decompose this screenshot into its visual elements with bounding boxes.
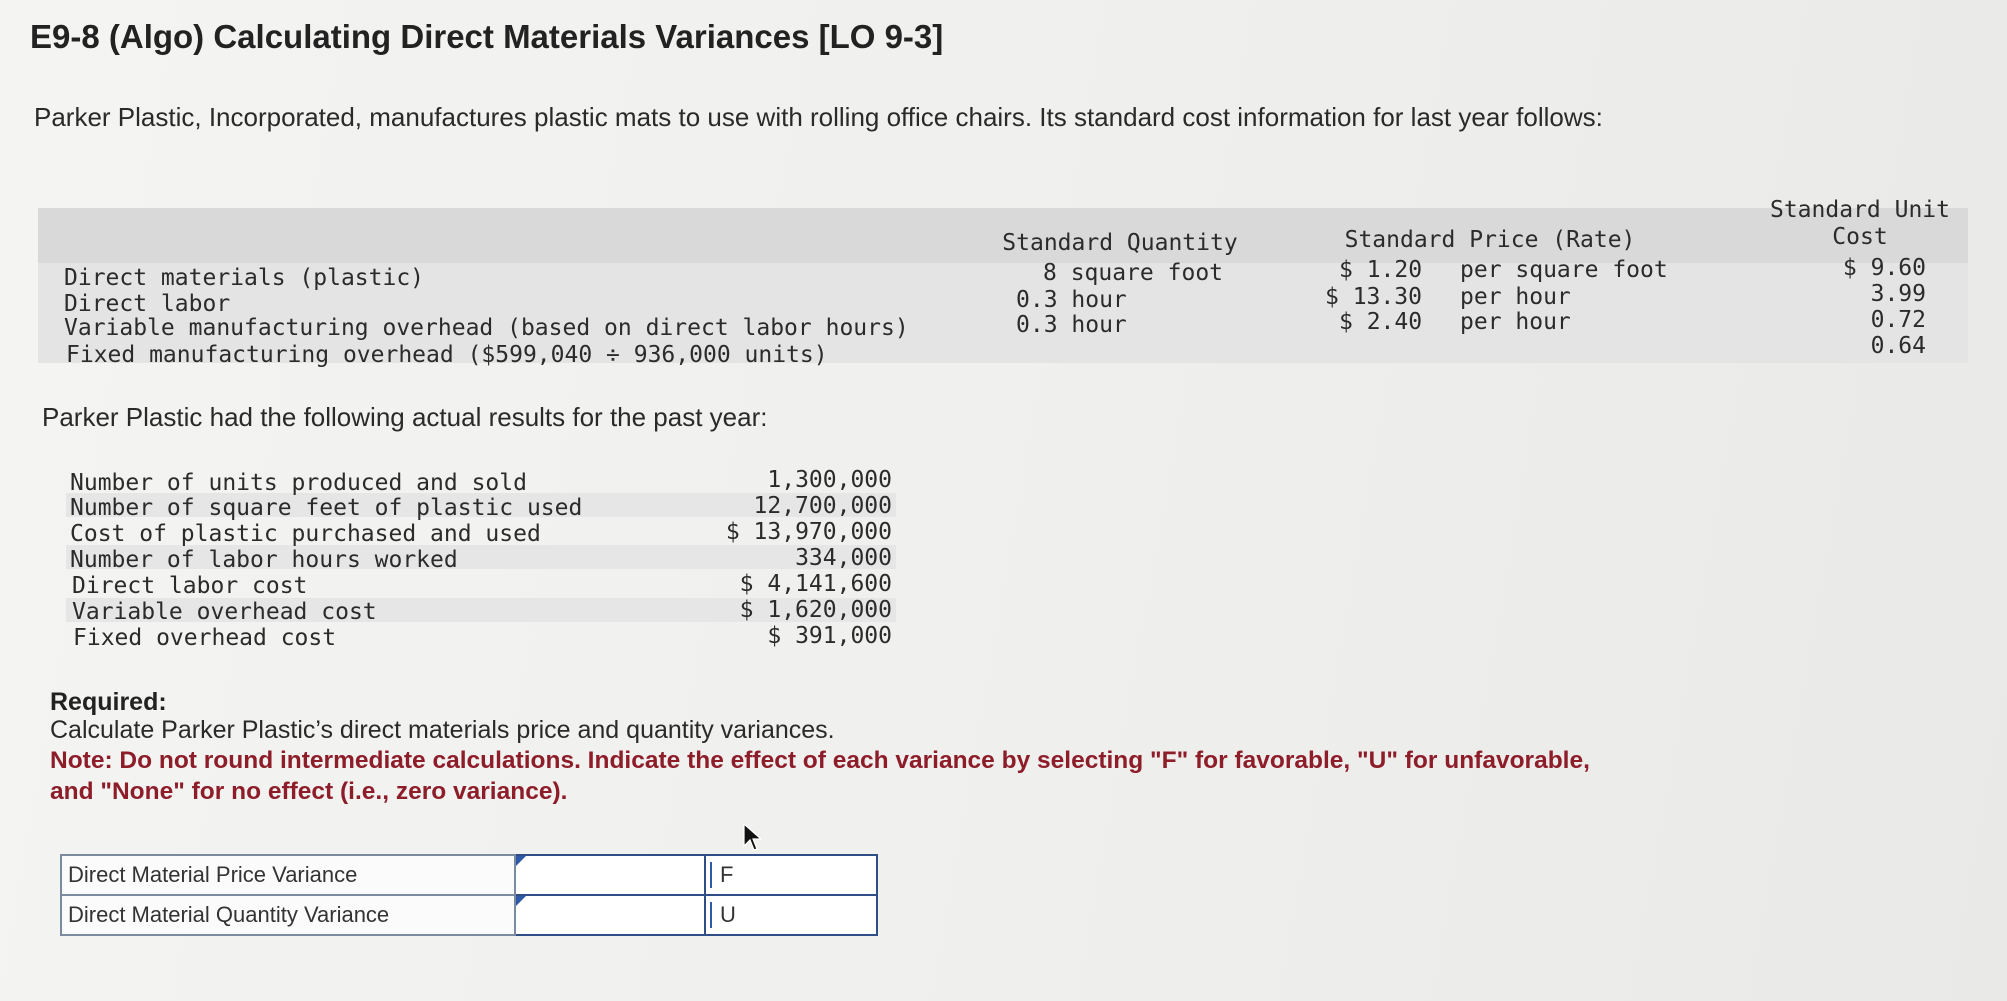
actual-value: $ 13,970,000	[725, 519, 892, 545]
actual-label: Variable overhead cost	[72, 599, 377, 625]
quantity-variance-effect-select[interactable]	[705, 895, 877, 935]
header-standard-quantity: Standard Quantity	[1002, 230, 1238, 256]
actual-label: Number of units produced and sold	[70, 470, 527, 496]
note-text: Note: Do not round intermediate calculations. Indicate the effect of each variance by selecting "F" for favorable, "U" for unfavorable, and "None" for no effect (i.e., zero variance).	[50, 747, 1590, 805]
header-unit-cost-line1: Standard Unit	[1769, 197, 1950, 223]
price-variance-effect-value: F	[710, 862, 733, 888]
std-row-quantity: 0.3 hour	[1016, 312, 1127, 338]
mouse-cursor-icon	[742, 822, 764, 852]
std-row-quantity: 0.3 hour	[1016, 287, 1127, 313]
actual-value: 12,700,000	[753, 493, 892, 519]
actual-value: 1,300,000	[767, 467, 892, 493]
price-variance-amount-input[interactable]	[515, 855, 705, 895]
actual-value: 334,000	[795, 545, 892, 571]
std-row-quantity: 8 square foot	[1043, 260, 1224, 286]
quantity-variance-effect-value: U	[710, 902, 736, 928]
quantity-variance-amount-input[interactable]	[515, 895, 705, 935]
header-standard-price: Standard Price (Rate)	[1344, 227, 1636, 253]
actual-value: $ 1,620,000	[739, 597, 892, 623]
std-row-label: Variable manufacturing overhead (based on direct labor hours)	[64, 315, 909, 341]
actual-label: Direct labor cost	[72, 573, 308, 599]
actual-value: $ 4,141,600	[739, 571, 892, 597]
input-marker-icon	[516, 896, 526, 906]
table-row	[61, 895, 877, 935]
std-row-unit: per hour	[1460, 284, 1571, 310]
std-row-unit: per hour	[1460, 309, 1571, 335]
std-row-cost: 0.64	[1870, 333, 1926, 359]
header-unit-cost-line2: Cost	[1832, 224, 1888, 250]
page-title: E9-8 (Algo) Calculating Direct Materials Variances [LO 9-3]	[30, 18, 944, 55]
std-row-unit: per square foot	[1460, 257, 1668, 283]
std-row-cost: 0.72	[1870, 307, 1926, 333]
input-marker-icon	[516, 856, 526, 866]
required-text: Calculate Parker Plastic’s direct materials price and quantity variances.	[50, 716, 835, 744]
actual-label: Fixed overhead cost	[73, 625, 337, 651]
table-row	[61, 855, 877, 895]
std-row-cost: 3.99	[1870, 281, 1926, 307]
price-variance-effect-select[interactable]	[705, 855, 877, 895]
price-variance-label: Direct Material Price Variance	[61, 855, 515, 895]
std-row-label: Direct materials (plastic)	[64, 265, 425, 291]
actual-label: Number of square feet of plastic used	[70, 495, 583, 521]
answer-table	[60, 854, 878, 936]
actual-value: $ 391,000	[767, 623, 892, 649]
actual-label: Cost of plastic purchased and used	[70, 521, 541, 547]
std-row-price: $ 1.20	[1339, 257, 1423, 283]
std-row-label: Fixed manufacturing overhead ($599,040 ÷ 936,000 units)	[66, 342, 828, 368]
std-row-cost: $ 9.60	[1842, 255, 1926, 281]
actual-results-intro: Parker Plastic had the following actual results for the past year:	[42, 402, 768, 432]
actual-label: Number of labor hours worked	[70, 547, 458, 573]
std-row-price: $ 13.30	[1325, 284, 1422, 310]
std-row-price: $ 2.40	[1339, 309, 1423, 335]
intro-paragraph: Parker Plastic, Incorporated, manufactures plastic mats to use with rolling office chairs. Its standard cost information for last year follows:	[34, 102, 1603, 132]
quantity-variance-label: Direct Material Quantity Variance	[61, 895, 515, 935]
std-row-label: Direct labor	[64, 291, 231, 317]
required-heading: Required:	[50, 688, 167, 716]
